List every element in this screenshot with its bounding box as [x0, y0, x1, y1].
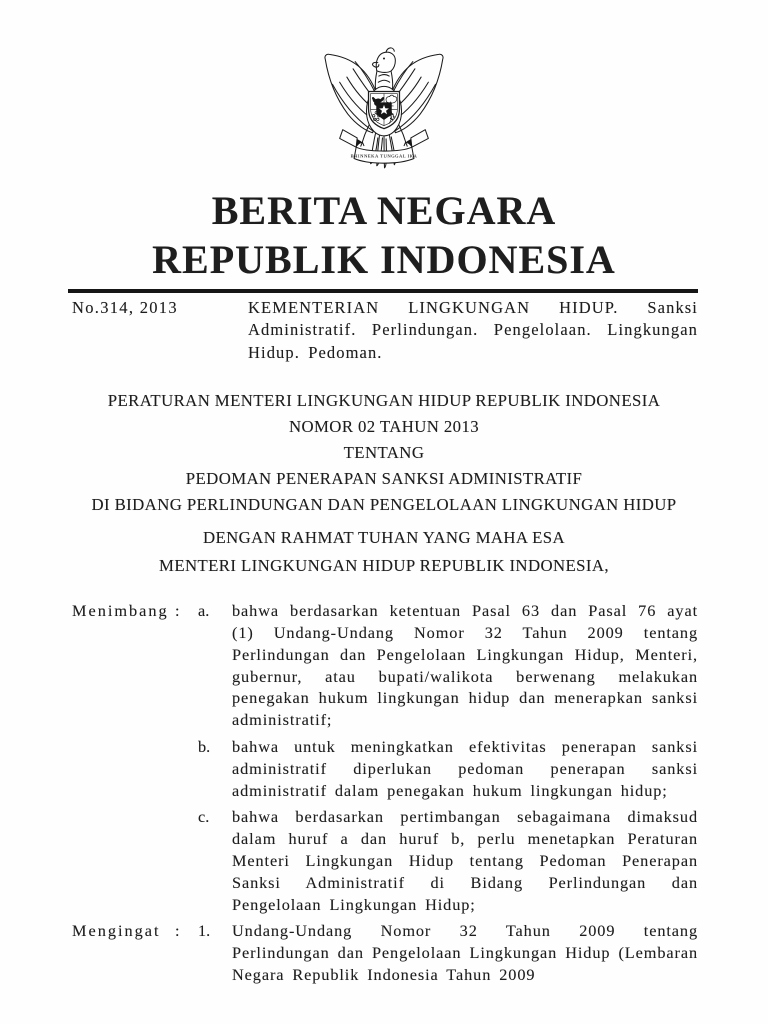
item-text: bahwa untuk meningkatkan efektivitas penerapan sanksi administratif diperlukan pedoman penerapan sanksi administratif dalam penegakan hukum lingkungan hidup;	[232, 737, 698, 800]
regulation-title	[0, 388, 768, 518]
emblem-motto: BHINNEKA TUNGGAL IKA	[350, 154, 418, 160]
regulation-invocation-block	[0, 524, 768, 580]
gazette-number: No.314, 2013	[72, 298, 178, 317]
item-marker: c.	[198, 807, 210, 827]
item-marker: a.	[198, 601, 210, 621]
item-text: bahwa berdasarkan ketentuan Pasal 63 dan Pasal 76 ayat (1) Undang-Undang Nomor 32 Tahun 2009 tentang Perlindungan dan Pengelolaan Lingkungan Hidup, Menteri, gubernur, atau bupati/walikota berwenang melakukan penegakan hukum lingkungan hidup dan menerapkan sanksi administratif;	[232, 601, 698, 730]
section-label-empty	[72, 806, 172, 915]
section-colon-empty	[172, 806, 198, 915]
section-label-empty	[72, 736, 172, 801]
authority-line: MENTERI LINGKUNGAN HIDUP REPUBLIK INDONESIA,	[159, 556, 609, 576]
garuda-pancasila-emblem	[318, 42, 450, 174]
section-label: Mengingat	[72, 921, 161, 941]
regulation-title-line-2: NOMOR 02 TAHUN 2013	[288, 417, 480, 437]
regulation-title-line-4: PEDOMAN PENERAPAN SANKSI ADMINISTRATIF	[185, 469, 583, 489]
gazette-subject: KEMENTERIAN LINGKUNGAN HIDUP. Sanksi Administratif. Perlindungan. Pengelolaan. Lingkungan Hidup. Pedoman.	[248, 298, 698, 362]
masthead	[0, 186, 768, 284]
gazette-header	[72, 297, 698, 364]
invocation-line: DENGAN RAHMAT TUHAN YANG MAHA ESA	[202, 528, 566, 548]
regulation-title-line-1: PERATURAN MENTERI LINGKUNGAN HIDUP REPUBLIK INDONESIA	[107, 391, 661, 411]
masthead-line1: BERITA NEGARA	[211, 188, 557, 233]
preamble-item-menimbang-a	[72, 600, 698, 731]
preamble	[72, 600, 698, 986]
item-marker: 1.	[198, 921, 211, 941]
masthead-line2: REPUBLIK INDONESIA	[152, 237, 616, 282]
section-colon: :	[175, 921, 180, 941]
item-marker: b.	[198, 737, 211, 756]
preamble-item-menimbang-b	[72, 736, 698, 801]
garuda-icon	[318, 42, 450, 174]
item-text: bahwa berdasarkan pertimbangan sebagaimana dimaksud dalam huruf a dan huruf b, perlu menetapkan Peraturan Menteri Lingkungan Hidup tentang Pedoman Penerapan Sanksi Administratif di Bidang Perlindungan dan Pengelolaan Lingkungan Hidup;	[232, 807, 698, 914]
section-colon-empty	[172, 736, 198, 801]
section-colon: :	[175, 601, 180, 621]
regulation-title-line-3: TENTANG	[343, 443, 425, 463]
preamble-item-menimbang-c	[72, 806, 698, 915]
masthead-rule	[68, 289, 698, 293]
section-label: Menimbang	[72, 601, 169, 621]
regulation-title-line-5: DI BIDANG PERLINDUNGAN DAN PENGELOLAAN LINGKUNGAN HIDUP	[91, 495, 677, 515]
preamble-item-mengingat-1	[72, 920, 698, 985]
item-text: Undang-Undang Nomor 32 Tahun 2009 tentang Perlindungan dan Pengelolaan Lingkungan Hidup (Lembaran Negara Republik Indonesia Tahun 2009	[232, 921, 698, 984]
